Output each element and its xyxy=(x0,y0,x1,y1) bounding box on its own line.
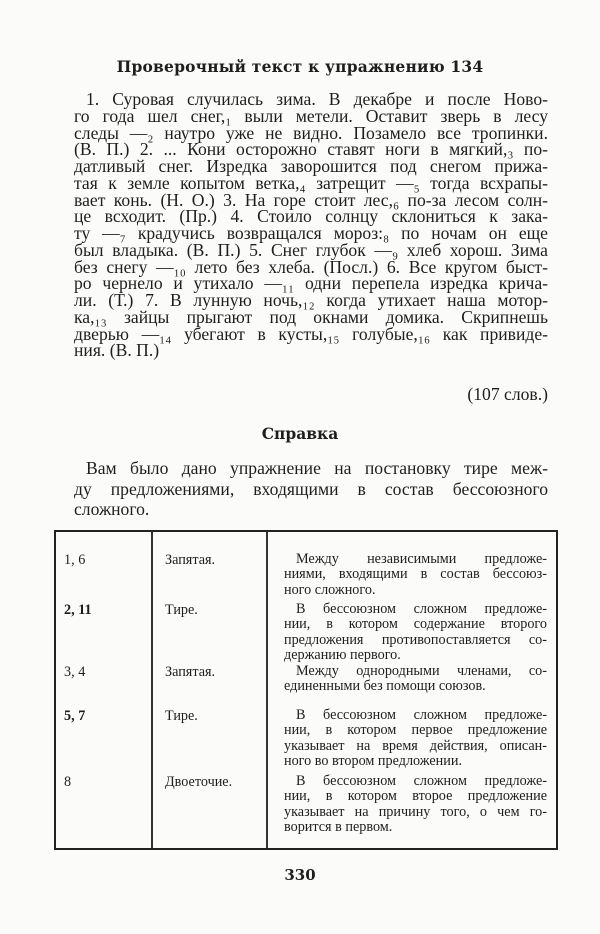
text-line: ту —₇ крадучись возвращался мороз:₈ по ночам он еще xyxy=(74,223,548,243)
text-line: (В. П.) 2. ... Кони осторожно ставят ноги в мягкий,₃ по- xyxy=(74,139,548,160)
column-divider xyxy=(151,532,153,848)
explanation xyxy=(284,708,547,769)
exercise-text xyxy=(74,91,548,359)
text-line: следы —₂ наутро уже не видно. Позамело все тропинки. xyxy=(74,122,548,143)
text-line: ворится в первом. xyxy=(284,818,393,835)
text-line: ка,₁₃ зайцы прыгают под окнами домика. Скрипнешь xyxy=(74,306,548,327)
text-line: ли. (Т.) 7. В лунную ночь,₁₂ когда утихает наша мотор- xyxy=(74,290,548,310)
explanation xyxy=(284,774,547,835)
text-line: тая к земле копытом ветка,₄ затрещит —₅ тогда всхрапы- xyxy=(74,172,548,193)
text-line: указывает на время действия, описан- xyxy=(284,737,547,754)
text-line: нии, в котором содержание второго xyxy=(284,616,547,633)
sentence-numbers: 3, 4 xyxy=(64,664,86,680)
text-line: сложного. xyxy=(74,499,150,519)
sentence-numbers: 5, 7 xyxy=(64,708,86,724)
column-divider xyxy=(266,532,268,848)
word-count: (107 слов.) xyxy=(467,384,548,404)
text-line: В бессоюзном сложном предложе- xyxy=(296,707,547,723)
text-line: Вам было дано упражнение на постановку тире меж- xyxy=(86,458,548,478)
sentence-numbers: 1, 6 xyxy=(64,552,86,568)
text-line: предложения противопоставляется со- xyxy=(284,631,547,648)
reference-heading: Справка xyxy=(261,424,339,443)
text-line: В бессоюзном сложном предложе- xyxy=(296,773,547,789)
punctuation-mark: Запятая. xyxy=(165,552,216,568)
punctuation-mark: Тире. xyxy=(165,602,198,618)
text-line: Между однородными членами, со- xyxy=(296,663,547,679)
text-line: ния. (В. П.) xyxy=(74,340,160,361)
page-number: 330 xyxy=(284,866,316,884)
text-line: держанию первого. xyxy=(284,646,401,663)
text-line: без снегу —₁₀ лето без хлеба. (Посл.) 6. Все кругом быст- xyxy=(74,256,548,277)
text-line: вает конь. (Н. О.) 3. На горе стоит лес,₆ по-за лесом солн- xyxy=(74,189,548,210)
text-line: нии, в котором первое предложение xyxy=(284,722,547,739)
text-line: дверью —₁₄ убегают в кусты,₁₅ голубые,₁₆ как привиде- xyxy=(74,323,548,344)
sentence-numbers: 8 xyxy=(64,774,72,790)
explanation xyxy=(284,664,547,695)
sentence-numbers: 2, 11 xyxy=(64,602,92,618)
text-line: датливый снег. Изредка заворошится под снегом прижа- xyxy=(74,156,548,176)
text-line: ного во втором предложении. xyxy=(284,752,463,769)
reference-intro xyxy=(74,458,548,520)
text-line: Между независимыми предложе- xyxy=(296,551,547,567)
text-line: был владыка. (В. П.) 5. Снег глубок —₉ хлеб хорош. Зима xyxy=(74,239,548,260)
punctuation-mark: Тире. xyxy=(165,708,198,724)
exercise-title: Проверочный текст к упражнению 134 xyxy=(116,57,484,76)
text-line: В бессоюзном сложном предложе- xyxy=(296,601,547,617)
text-line: 1. Суровая случилась зима. В декабре и после Ново- xyxy=(86,89,548,109)
text-line: ниями, входящими в состав бессоюз- xyxy=(284,566,547,583)
text-line: го года шел снег,₁ выли метели. Оставит зверь в лесу xyxy=(74,105,548,126)
text-line: ного сложного. xyxy=(284,581,376,598)
explanation xyxy=(284,602,547,663)
text-line: це всходит. (Пр.) 4. Стоило солнцу склониться к зака- xyxy=(74,206,548,227)
text-line: ду предложениями, входящими в состав бессоюзного xyxy=(74,478,548,499)
reference-table xyxy=(54,530,558,850)
text-line: нии, в котором второе предложение xyxy=(284,788,547,805)
punctuation-mark: Двоеточие. xyxy=(165,774,233,790)
text-line: ро чернело и утихало —₁₁ одни перепела изредка крича- xyxy=(74,273,548,294)
punctuation-mark: Запятая. xyxy=(165,664,216,680)
text-line: указывает на причину того, о чем го- xyxy=(284,803,547,820)
explanation xyxy=(284,552,547,598)
text-line: единенными без помощи союзов. xyxy=(284,678,486,695)
